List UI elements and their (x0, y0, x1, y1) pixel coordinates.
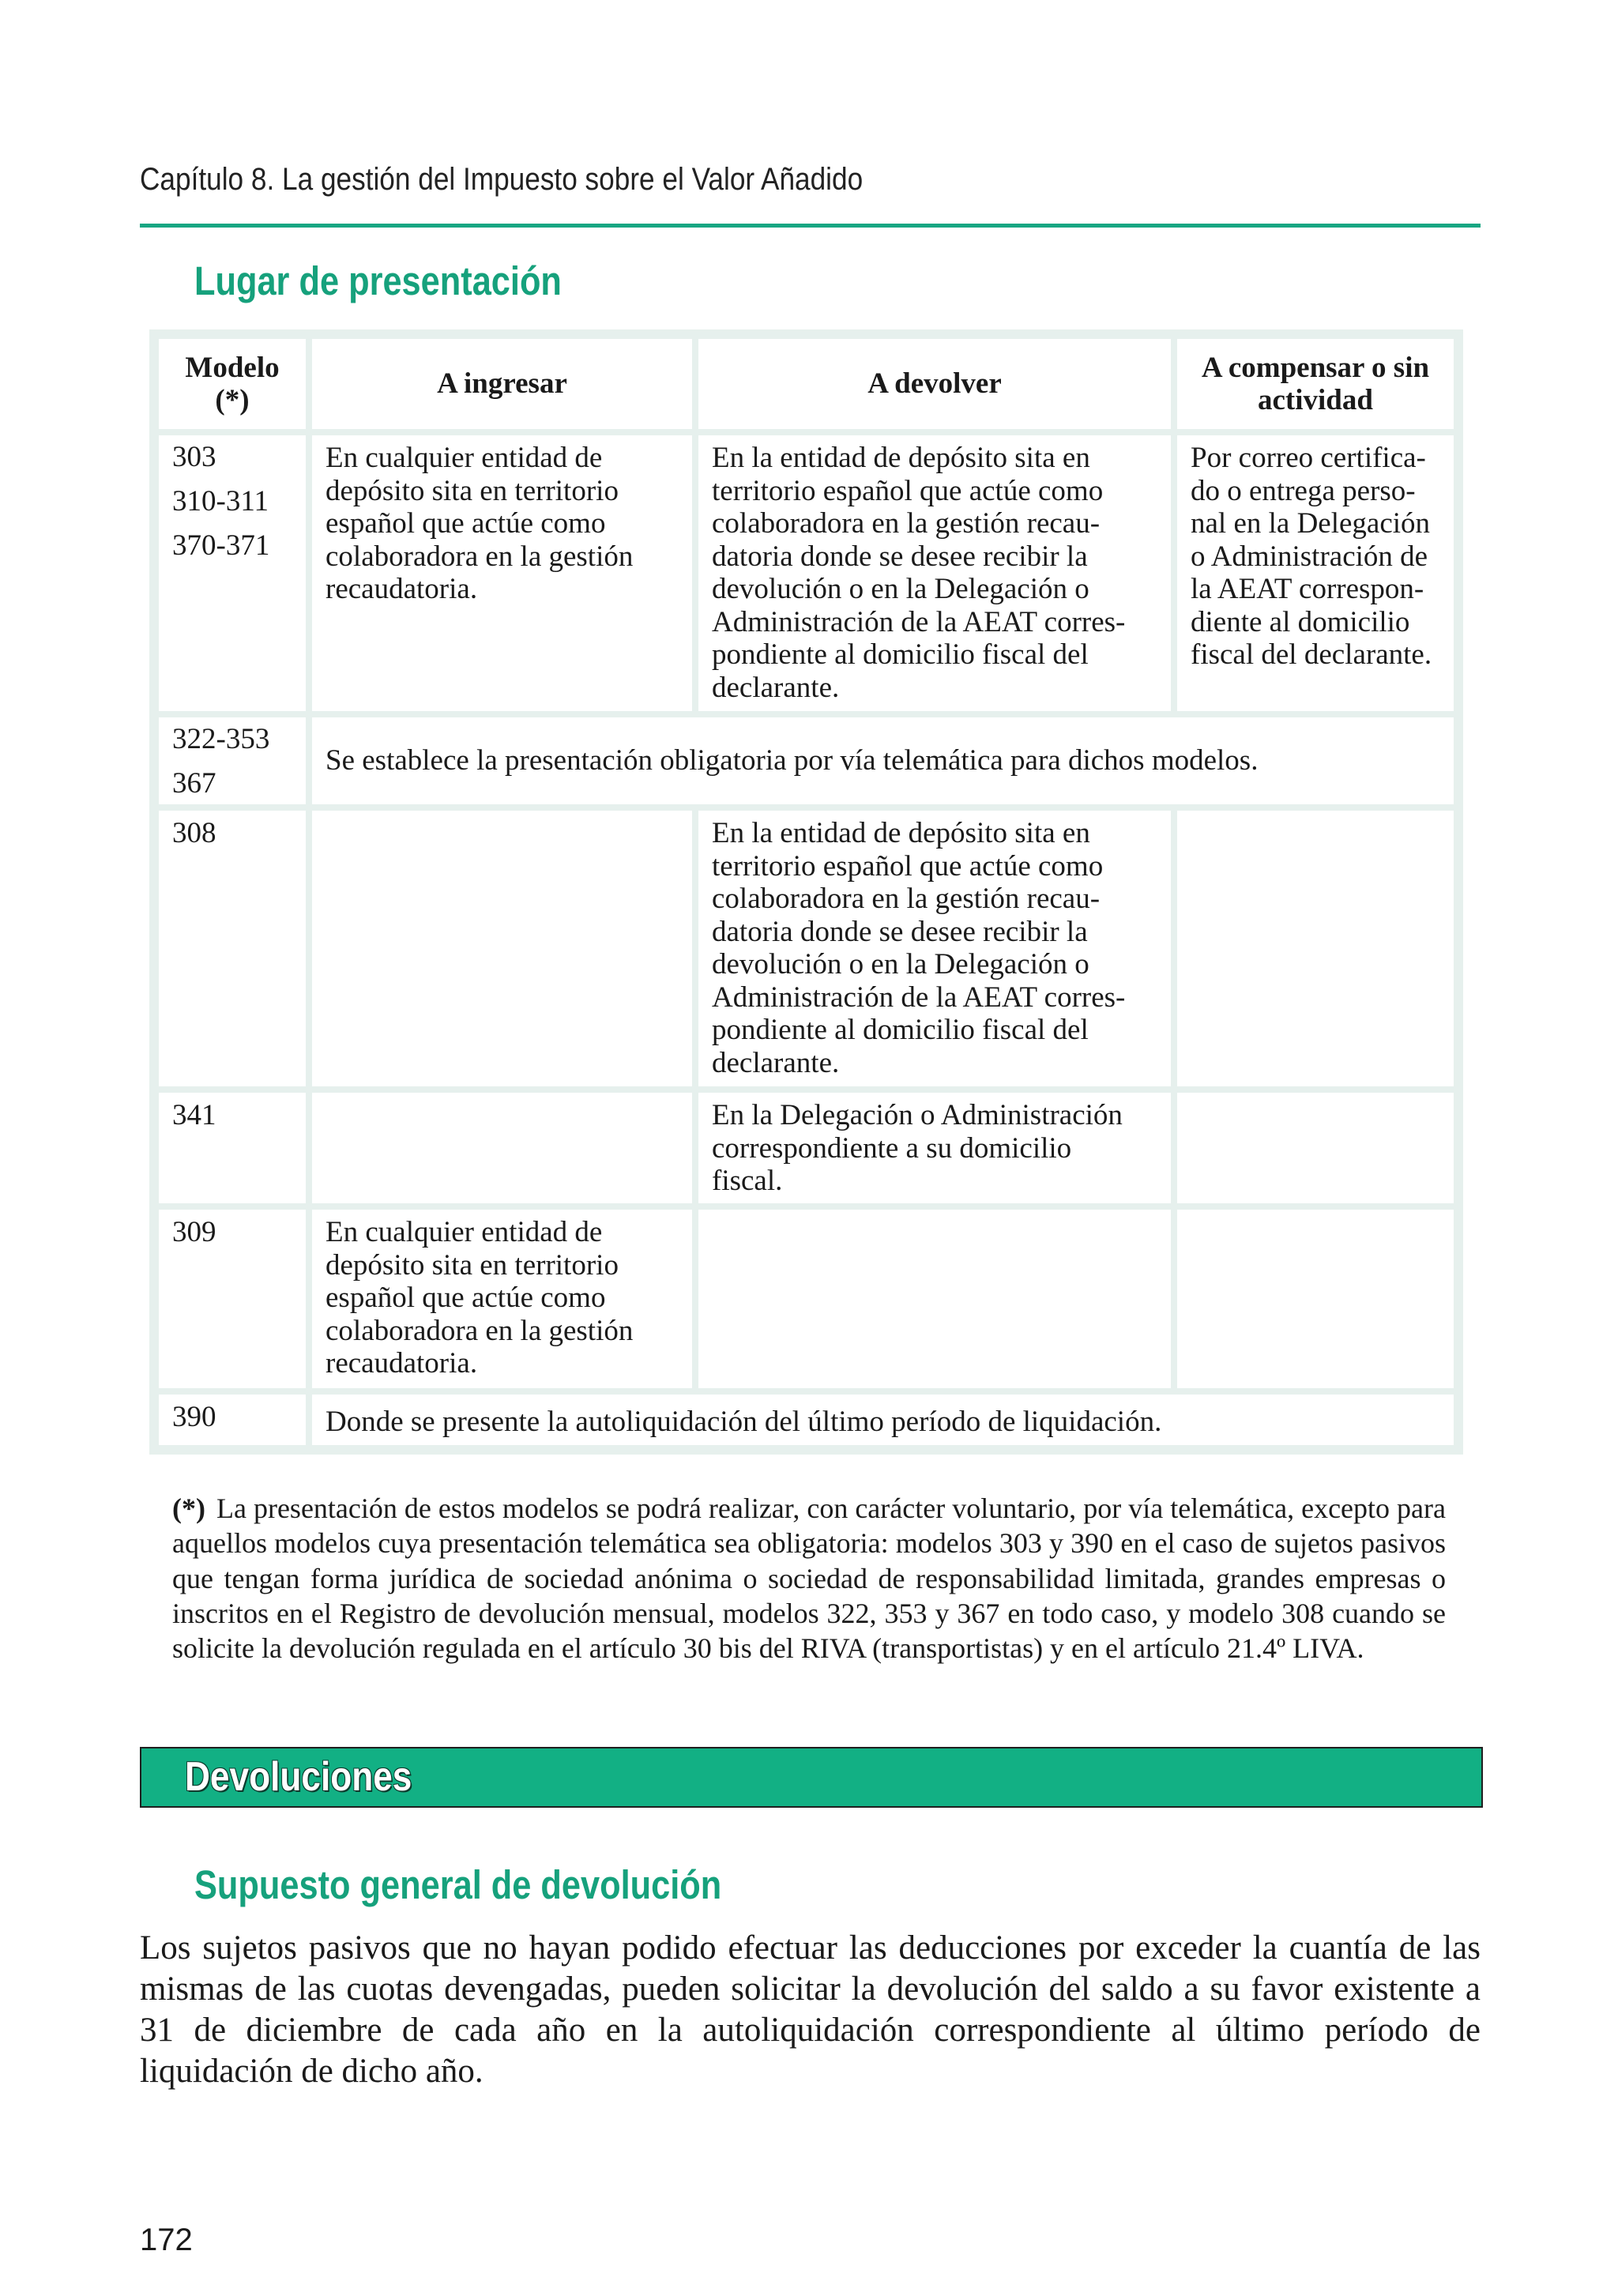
table-cell-compensar (1177, 1210, 1454, 1388)
section-title: Lugar de presentación (194, 258, 562, 303)
table-cell-ingresar (312, 1093, 692, 1203)
table-header-compensar: A compensar o sin actividad (1177, 339, 1454, 429)
table-cell-compensar (1177, 811, 1454, 1086)
table-cell-devolver: En la entidad de depósito sita en territorio español que actúe como colaboradora en la gestión recau- datoria donde se desee recibir la devolución o en la Delegación o Administración de la AEAT corres- pondiente al domicilio fiscal del declarante. (698, 435, 1171, 711)
table-cell-models: 341 (159, 1093, 306, 1203)
table-cell-span: Donde se presente la autoliquidación del último período de liquidación. (312, 1395, 1454, 1445)
footnote (172, 1491, 1446, 1666)
section-band (140, 1747, 1483, 1808)
page-number: 172 (140, 2223, 193, 2257)
footnote-mark: (*) (172, 1492, 205, 1524)
table-header-devolver: A devolver (698, 339, 1171, 429)
table-cell-models: 308 (159, 811, 306, 1086)
table-cell-devolver: En la Delegación o Administración correspondiente a su domicilio fiscal. (698, 1093, 1171, 1203)
table-header-modelo: Modelo (*) (159, 339, 306, 429)
table-cell-models: 390 (159, 1395, 306, 1445)
table-cell-compensar: Por correo certifica- do o entrega perso- nal en la Delegación o Administración de la AEAT correspon- diente al domicilio fiscal del declarante. (1177, 435, 1454, 711)
presentation-table (149, 329, 1463, 1455)
table-cell-compensar (1177, 1093, 1454, 1203)
table-cell-models: 322-353 367 (159, 717, 306, 804)
subsection-title: Supuesto general de devolución (194, 1862, 722, 1907)
running-header: Capítulo 8. La gestión del Impuesto sobre el Valor Añadido (140, 162, 864, 197)
table-cell-ingresar: En cualquier entidad de depósito sita en territorio español que actúe como colaboradora en la gestión recaudatoria. (312, 1210, 692, 1388)
table-cell-models: 309 (159, 1210, 306, 1388)
body-paragraph: Los sujetos pasivos que no hayan podido efectuar las deducciones por exceder la cuantía de las mismas de las cuotas devengadas, pueden solicitar la devolución del saldo a su favor existente a 31 de diciembre de cada año en la autoliquidación correspondiente al último período de liquidación de dicho año. (140, 1929, 1481, 2090)
footnote-text: La presentación de estos modelos se podrá realizar, con carácter voluntario, por vía telemática, excepto para aquellos modelos cuya presentación telemática sea obligatoria: modelos 303 y 390 en el caso de sujetos pasivos que tengan forma jurídica de sociedad anónima o sociedad de responsabilidad limitada, grandes empresas o inscritos en el Registro de devolución mensual, modelos 322, 353 y 367 en todo caso, y modelo 308 cuando se solicite la devolución regulada en el artículo 30 bis del RIVA (transportistas) y en el artículo 21.4º LIVA. (172, 1492, 1446, 1665)
table-cell-devolver: En la entidad de depósito sita en territorio español que actúe como colaboradora en la gestión recau- datoria donde se desee recibir la devolución o en la Delegación o Administración de la AEAT corres- pondiente al domicilio fiscal del declarante. (698, 811, 1171, 1086)
header-rule (140, 224, 1481, 228)
band-title: Devoluciones (185, 1754, 412, 1800)
table-cell-devolver (698, 1210, 1171, 1388)
table-header-ingresar: A ingresar (312, 339, 692, 429)
table-cell-span: Se establece la presentación obligatoria por vía telemática para dichos modelos. (312, 717, 1454, 804)
table-cell-ingresar: En cualquier entidad de depósito sita en territorio español que actúe como colaboradora en la gestión recaudatoria. (312, 435, 692, 711)
table-cell-models: 303 310-311 370-371 (159, 435, 306, 711)
table-cell-ingresar (312, 811, 692, 1086)
